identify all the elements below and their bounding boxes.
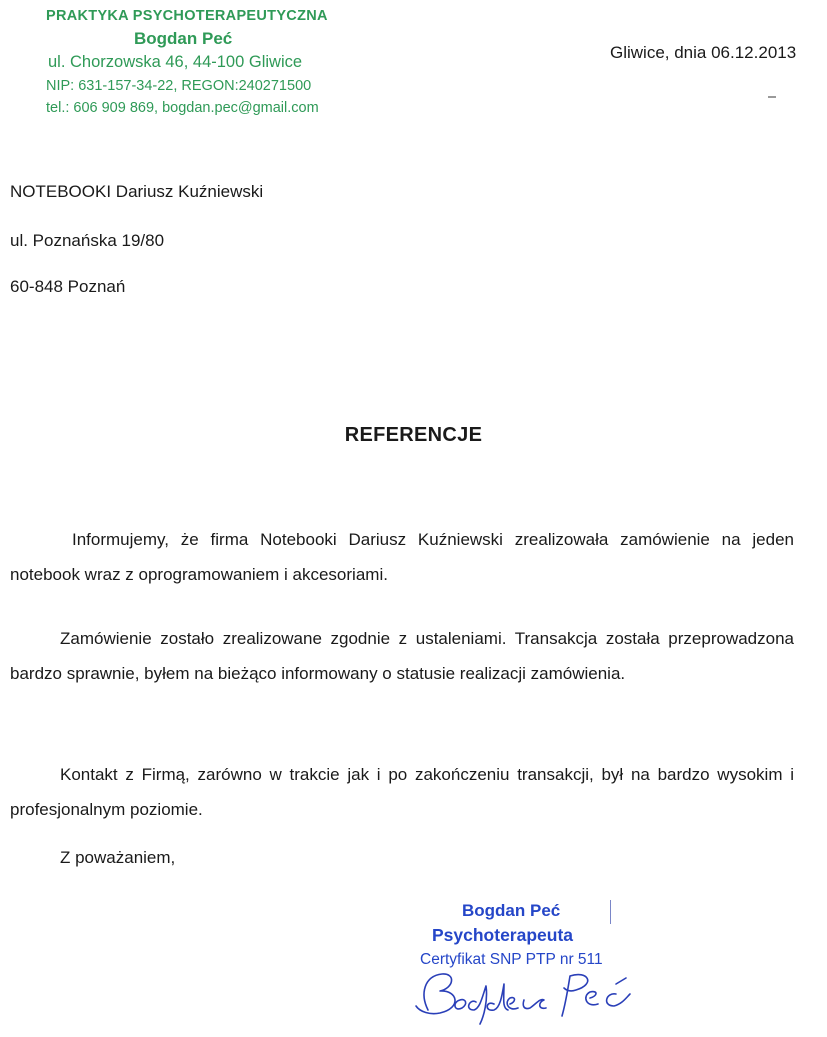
handwritten-signature xyxy=(390,958,650,1033)
stamp-address: ul. Chorzowska 46, 44-100 Gliwice xyxy=(48,53,303,71)
stamp-practice-name: PRAKTYKA PSYCHOTERAPEUTYCZNA xyxy=(46,8,328,24)
recipient-street: ul. Poznańska 19/80 xyxy=(10,231,165,250)
body-paragraph-contact: Kontakt z Firmą, zarówno w trakcie jak i po zakończeniu transakcji, był na bardzo wysokim i profesjonalnym poziomie. xyxy=(10,765,794,819)
place-and-date: Gliwice, dnia 06.12.2013 xyxy=(610,43,797,62)
body-paragraph-transaction: Zamówienie zostało zrealizowane zgodnie z ustaleniami. Transakcja została przeprowadzona bardzo sprawnie, byłem na bieżąco informowany o statusie realizacji zamówienia. xyxy=(10,629,794,683)
stamp-tax-ids: NIP: 631-157-34-22, REGON:240271500 xyxy=(46,78,312,94)
stamp-edge-mark xyxy=(610,900,611,924)
signature-stamp-role: Psychoterapeuta xyxy=(432,925,574,945)
scan-mark xyxy=(768,96,776,98)
document-title: REFERENCJE xyxy=(344,424,483,446)
body-paragraph-order: Informujemy, że firma Notebooki Dariusz Kuźniewski zrealizowała zamówienie na jeden notebook wraz z oprogramowaniem i akcesoriami. xyxy=(10,530,794,584)
signature-stamp-name: Bogdan Peć xyxy=(462,901,561,920)
signature-stamp-certificate: Certyfikat SNP PTP nr 511 xyxy=(420,951,603,968)
stamp-contact: tel.: 606 909 869, bogdan.pec@gmail.com xyxy=(46,100,319,116)
closing-salutation: Z poważaniem, xyxy=(60,848,176,867)
company-stamp xyxy=(30,6,360,124)
recipient-city: 60-848 Poznań xyxy=(10,277,126,296)
stamp-owner-name: Bogdan Peć xyxy=(134,29,233,48)
recipient-name: NOTEBOOKI Dariusz Kuźniewski xyxy=(10,182,264,201)
